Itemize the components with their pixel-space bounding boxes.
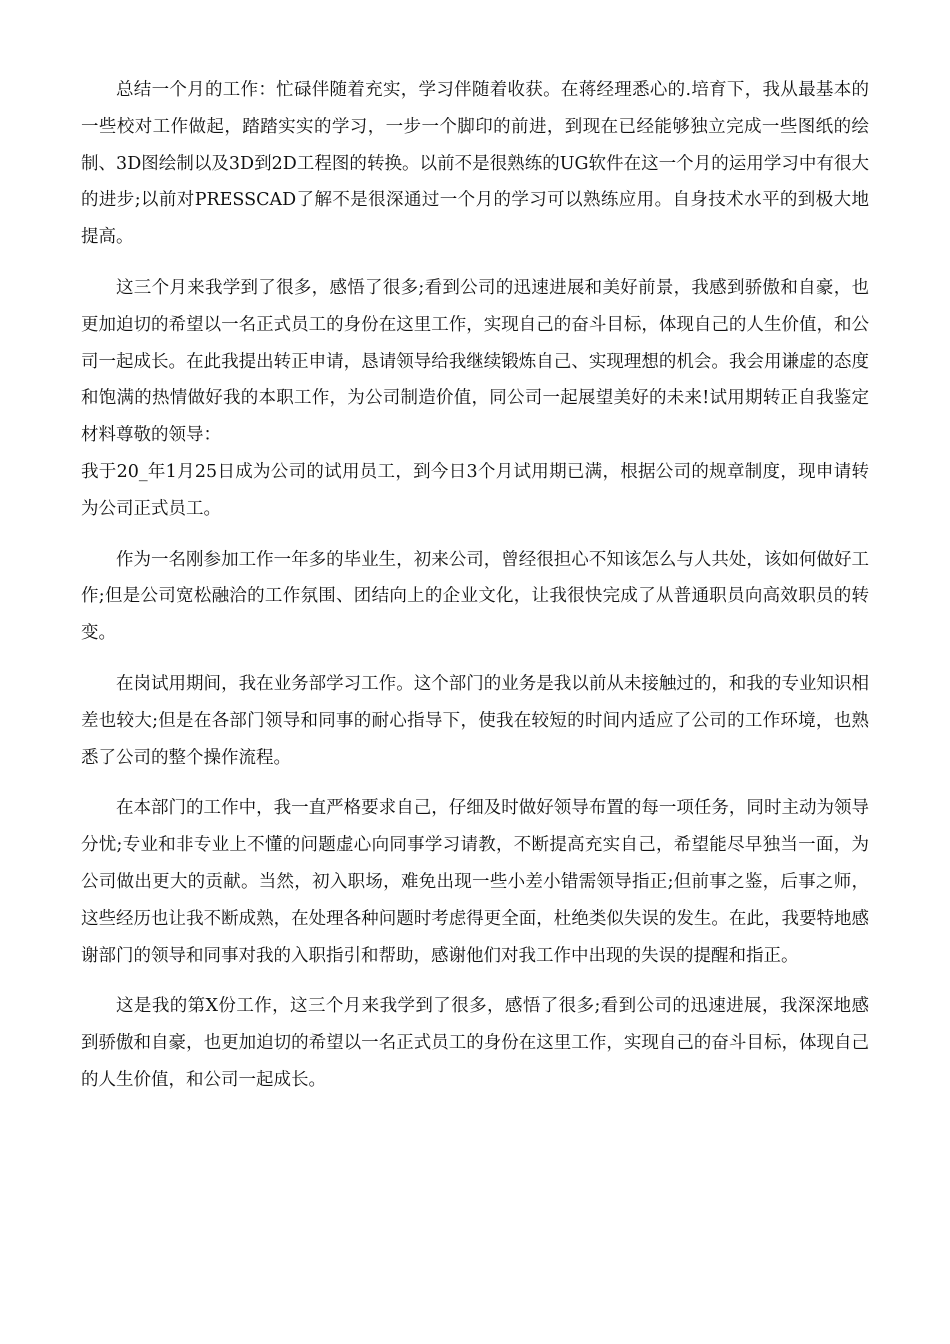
paragraph-graduate: 作为一名刚参加工作一年多的毕业生，初来公司，曾经很担心不知该怎么与人共处，该如何做好工作;但是公司宽松融洽的工作氛围、团结向上的企业文化，让我很快完成了从普通职员向高效职员的转变。 [81,549,869,644]
paragraph-three-months: 这三个月来我学到了很多，感悟了很多;看到公司的迅速进展和美好前景，我感到骄傲和自豪，也更加迫切的希望以一名正式员工的身份在这里工作，实现自己的奋斗目标，体现自己的人生价值，和公司一起成长。在此我提出转正申请，恳请领导给我继续锻炼自己、实现理想的机会。我会用谦虚的态度和饱满的热情做好我的本职工作，为公司制造价值，同公司一起展望美好的未来!试用期转正自我鉴定材料尊敬的领导： [81,277,869,446]
paragraph-trial-period: 在岗试用期间，我在业务部学习工作。这个部门的业务是我以前从未接触过的，和我的专业知识相差也较大;但是在各部门领导和同事的耐心指导下，使我在较短的时间内适应了公司的工作环境，也熟悉了公司的整个操作流程。 [81,673,869,768]
paragraph-application: 我于20_年1月25日成为公司的试用员工，到今日3个月试用期已满，根据公司的规章制度，现申请转为公司正式员工。 [81,461,869,519]
paragraph-department-work: 在本部门的工作中，我一直严格要求自己，仔细及时做好领导布置的每一项任务，同时主动为领导分忧;专业和非专业上不懂的问题虚心向同事学习请教，不断提高充实自己，希望能尽早独当一面，为公司做出更大的贡献。当然，初入职场，难免出现一些小差小错需领导指正;但前事之鉴，后事之师，这些经历也让我不断成熟，在处理各种问题时考虑得更全面，杜绝类似失误的发生。在此，我要特地感谢部门的领导和同事对我的入职指引和帮助，感谢他们对我工作中出现的失误的提醒和指正。 [81,798,869,966]
paragraph-closing: 这是我的第X份工作，这三个月来我学到了很多，感悟了很多;看到公司的迅速进展，我深深地感到骄傲和自豪，也更加迫切的希望以一名正式员工的身份在这里工作，实现自己的奋斗目标，体现自己的人生价值，和公司一起成长。 [81,996,869,1090]
document-body [81,72,869,1099]
paragraph-work-summary: 总结一个月的工作：忙碌伴随着充实，学习伴随着收获。在蒋经理悉心的.培育下，我从最基本的一些校对工作做起，踏踏实实的学习，一步一个脚印的前进，到现在已经能够独立完成一些图纸的绘制、3D图绘制以及3D到2D工程图的转换。以前不是很熟练的UG软件在这一个月的运用学习中有很大的进步;以前对PRESSCAD了解不是很深通过一个月的学习可以熟练应用。自身技术水平的到极大地提高。 [81,80,869,248]
